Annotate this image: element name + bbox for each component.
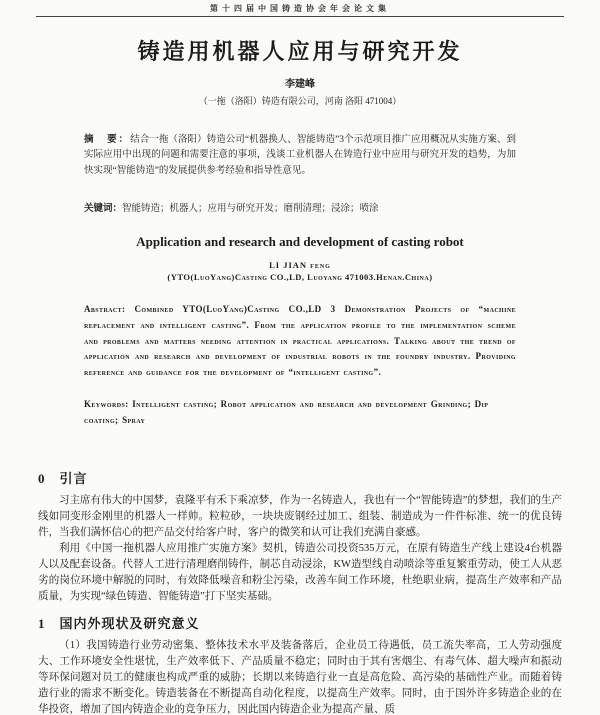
paper-title: 铸造用机器人应用与研究开发 (137, 39, 463, 64)
abstract-en (84, 302, 516, 381)
keywords-label: 关键词： (84, 204, 123, 215)
keywords-text: 智能铸造；机器人；应用与研究开发；磨削清理；浸涂；喷涂 (122, 204, 379, 215)
section-1-paragraph-1: （1）我国铸造行业劳动密集、整体技术水平及装备落后，企业员工待遇低，员工流失率高，工人劳动强度大、工作环境安全性堪忧，生产效率低下、产品质量不稳定；同时由于其有害烟尘、有毒气体、超大噪声和振动等环保问题对员工的健康也构成严重的威胁；长期以来铸造行业一直是高危险、高污染的基础性产业。而随着铸造行业的需求不断变化。铸造装备在不断提高自动化程度，以提高生产效率。同时，由于国外许多铸造企业的在华投资，增加了国内铸造企业的竞争压力，因此国内铸造企业为提高产量、质 (38, 640, 562, 715)
abstract-text: 结合一拖（洛阳）铸造公司“机器换人、智能铸造”3个示范项目推广应用概况从实施方案、到实际应用中出现的问题和需要注意的事项，浅谈工业机器人在铸造行业中应用与研究开发的趋势，为加快实现“智能铸造”的发展提供参考经验和指导性意见。 (84, 135, 516, 176)
section-heading-1: 1 国内外现状及研究意义 (38, 616, 200, 632)
abstract-en-text: Combined YTO(LuoYang)Casting CO.,LD 3 Demonstration Projects of “machine replacement and intelligent casting”. From the application profile to the implementation scheme and problems and matters needing attention in practical applications. Talking about the trend of application and research and development of industrial robots in the foundry industry. Providing reference and guidance for the development of “intelligent casting”. (84, 304, 516, 378)
english-author: LI JIAN feng (269, 260, 331, 271)
section-0-paragraph-1: 习主席有伟大的中国梦，袁隆平有禾下乘凉梦，作为一名铸造人，我也有一个“智能铸造”的梦想，我们的生产线如同变形金刚里的机器人一样帅。粒粒砂，一块块废钢经过加工、组装、制造成为一件件标准、统一的优良铸件，当我们满怀信心的把产品交付给客户时，客户的微笑和认可让我们充满自豪感。 (38, 495, 562, 539)
author-name: 李建峰 (285, 79, 315, 90)
english-title: Application and research and development of casting robot (136, 234, 464, 250)
section-0-paragraph-2: 利用《中国一拖机器人应用推广实施方案》契机，铸造公司投资535万元，在原有铸造生产线上建设4台机器人以及配套设备。代替人工进行清理磨削铸件，制芯自动浸涂，KW造型线自动喷涂等重复繁重劳动，使工人从恶劣的岗位环境中解脱的同时，有效降低噪音和粉尘污染，改善车间工作环境，杜绝职业病，提高生产效率和产品质量，为实现“绿色铸造、智能铸造”打下坚实基础。 (38, 543, 562, 603)
keywords-en (84, 397, 516, 429)
keywords-zh (84, 200, 516, 214)
header-rule (36, 16, 564, 17)
running-head: 第十四届中国铸造协会年会论文集 (210, 4, 390, 13)
english-affiliation: (YTO(LuoYang)Casting CO.,LD, Luoyang 471003.Henan.China) (167, 272, 433, 283)
abstract-zh (84, 133, 516, 179)
abstract-en-label: Abstract: (84, 304, 126, 315)
keywords-en-text: Intelligent casting; Robot application and research and development Grinding; Dip coating; Spray (84, 398, 489, 425)
author-affiliation: （一拖（洛阳）铸造有限公司，河南 洛阳 471004） (198, 96, 402, 106)
keywords-en-label: Keywords: (84, 398, 129, 409)
abstract-label: 摘 要： (84, 135, 131, 145)
section-heading-0: 0 引言 (38, 471, 88, 487)
